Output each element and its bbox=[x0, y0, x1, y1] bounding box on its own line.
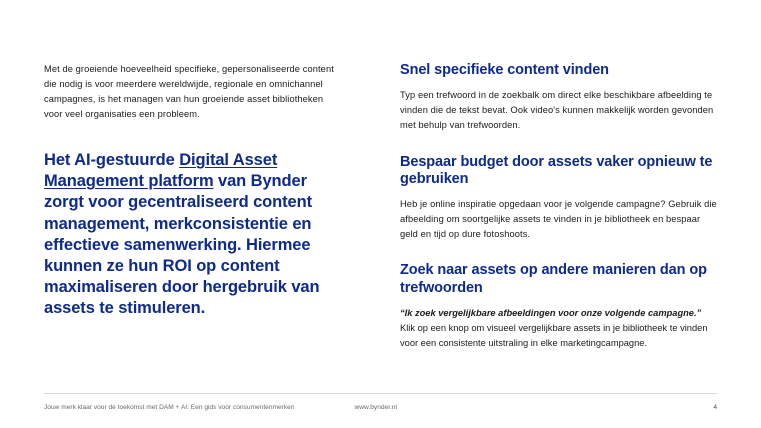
section-heading: Bespaar budget door assets vaker opnieuw te gebruiken bbox=[400, 153, 713, 187]
lead-text-before-link: Het AI-gestuurde bbox=[44, 151, 180, 170]
intro-paragraph: Met de groeiende hoeveelheid specifieke, gepersonaliseerde content die nodig is voor meerdere wereldwijde, regionale en omnichannel campagnes, is het managen van hun groeiende asset bibliotheken voor veel organisaties een probleem. bbox=[44, 64, 334, 120]
section-find-content bbox=[400, 62, 717, 134]
section-search-other-ways bbox=[400, 262, 717, 351]
left-column bbox=[44, 62, 344, 351]
section-body: Heb je online inspiratie opgedaan voor je volgende campagne? Gebruik die afbeelding om soortgelijke assets te vinden in je bibliotheek en bespaar geld en tijd op dure fotoshoots. bbox=[400, 199, 717, 240]
section-quote: “Ik zoek vergelijkbare afbeeldingen voor onze volgende campagne.” bbox=[400, 308, 702, 319]
section-heading: Snel specifieke content vinden bbox=[400, 62, 609, 78]
page-columns bbox=[44, 62, 717, 351]
lead-statement bbox=[44, 150, 344, 319]
section-save-budget bbox=[400, 154, 717, 243]
page-footer bbox=[44, 400, 717, 414]
footer-website[interactable]: www.bynder.nl bbox=[354, 403, 398, 411]
section-body: Typ een trefwoord in de zoekbalk om direct elke beschikbare afbeelding te vinden die de tekst bevat. Ook video's kunnen makkelijk worden gevonden met behulp van trefwoorden. bbox=[400, 90, 714, 131]
footer-divider bbox=[44, 393, 717, 394]
dam-platform-link[interactable]: Digital Asset Management platform bbox=[44, 151, 278, 191]
footer-title: Jouw merk klaar voor de toekomst met DAM + AI: Een gids voor consumentenmerken bbox=[44, 403, 295, 411]
right-column bbox=[400, 62, 717, 351]
lead-text-after-link: van Bynder zorgt voor gecentraliseerd content management, merkconsistentie en effectieve samenwerking. Hiermee kunnen ze hun ROI op content maximaliseren door hergebruik van assets te stimuleren. bbox=[44, 172, 320, 317]
section-body: Klik op een knop om visueel vergelijkbare assets in je bibliotheek te vinden voor een consistente uitstraling in elke marketingcampagne. bbox=[400, 323, 708, 349]
footer-page-number: 4 bbox=[713, 403, 717, 411]
section-heading: Zoek naar assets op andere manieren dan op trefwoorden bbox=[400, 262, 707, 296]
